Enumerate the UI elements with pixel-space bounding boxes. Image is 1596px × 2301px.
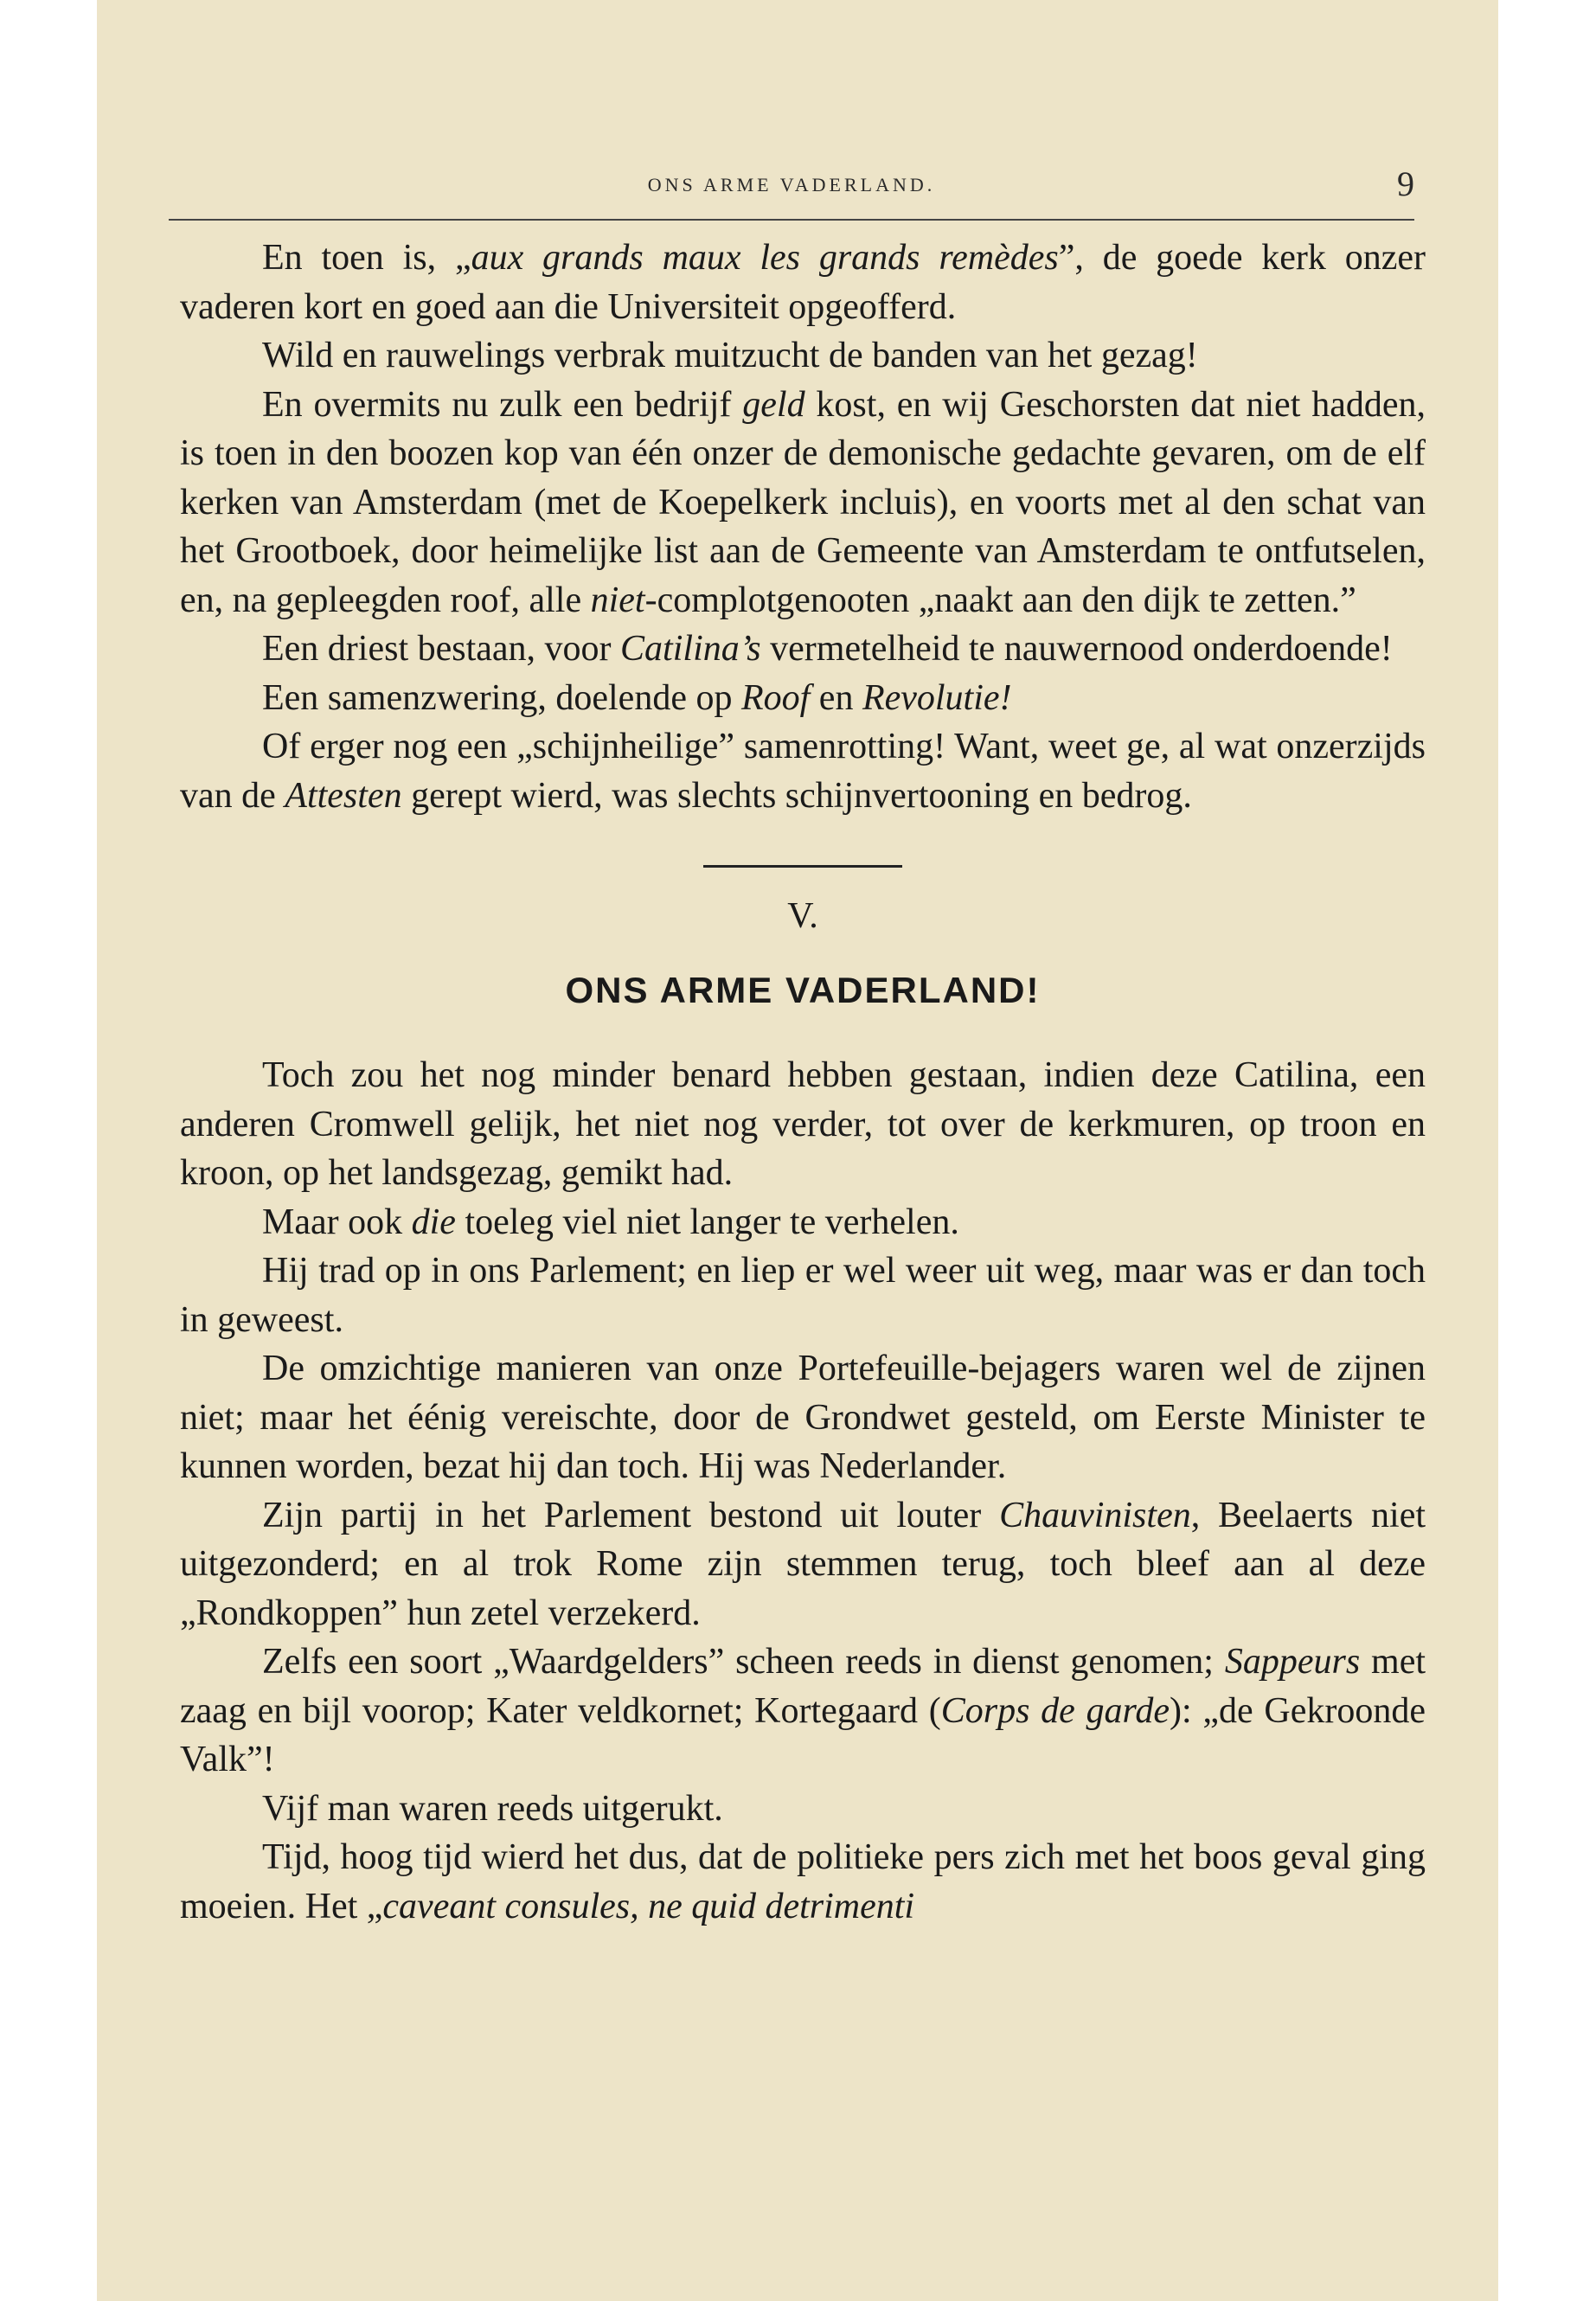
paragraph: Hij trad op in ons Parlement; en liep er wel weer uit weg, maar was er dan toch in geweest. xyxy=(180,1251,1426,1340)
paragraph: Maar ook die toeleg viel niet langer te verhelen. xyxy=(262,1202,959,1242)
paragraph: Vijf man waren reeds uitgerukt. xyxy=(262,1788,723,1829)
paragraph: De omzichtige manieren van onze Portefeuille-bejagers waren wel de zijnen niet; maar het éénig vereischte, door de Grondwet gesteld, om Eerste Minister te kunnen worden, bezat hij dan toch. Hij was Nederlander. xyxy=(180,1349,1426,1486)
running-title: ONS ARME VADERLAND. xyxy=(647,174,936,195)
paragraph: Toch zou het nog minder benard hebben gestaan, indien deze Catilina, een anderen Cromwell gelijk, het niet nog verder, tot over de kerkmuren, op troon en kroon, op het landsgezag, gemikt had. xyxy=(180,1055,1426,1193)
page-body xyxy=(180,234,1426,1931)
paragraph: Een samenzwering, doelende op Roof en Revolutie! xyxy=(262,677,1012,718)
section-number: V. xyxy=(787,896,818,936)
page-header xyxy=(169,164,1414,212)
paragraph: Tijd, hoog tijd wierd het dus, dat de politieke pers zich met het boos geval ging moeien. Het „caveant consules, ne quid detrimenti xyxy=(180,1837,1426,1926)
header-rule xyxy=(169,219,1414,221)
paragraph: Zelfs een soort „Waardgelders” scheen reeds in dienst genomen; Sappeurs met zaag en bijl voorop; Kater veldkornet; Kortegaard (Corps de garde): „de Gekroonde Valk”! xyxy=(180,1642,1426,1779)
page-number: 9 xyxy=(1397,164,1414,203)
paragraph: En toen is, „aux grands maux les grands remèdes”, de goede kerk onzer vaderen kort en goed aan die Universiteit opgeofferd. xyxy=(180,238,1426,327)
paragraph: Wild en rauwelings verbrak muitzucht de banden van het gezag! xyxy=(262,336,1198,375)
section-separator-rule xyxy=(703,865,902,868)
paragraph: Of erger nog een „schijnheilige” samenrotting! Want, weet ge, al wat onzerzijds van de Attesten gerept wierd, was slechts schijnvertooning en bedrog. xyxy=(180,727,1426,816)
paragraph: Een driest bestaan, voor Catilina’s vermetelheid te nauwernood onderdoende! xyxy=(262,629,1393,669)
section-title: ONS ARME VADERLAND! xyxy=(565,970,1041,1010)
paragraph: Zijn partij in het Parlement bestond uit louter Chauvinisten, Beelaerts niet uitgezonderd; en al trok Rome zijn stemmen terug, toch bleef aan al deze „Rondkoppen” hun zetel verzekerd. xyxy=(180,1495,1426,1633)
paragraph: En overmits nu zulk een bedrijf geld kost, en wij Geschorsten dat niet hadden, is toen in den boozen kop van één onzer de demonische gedachte gevaren, om de elf kerken van Amsterdam (met de Koepelkerk incluis), en voorts met al den schat van het Grootboek, door heimelijke list aan de Gemeente van Amsterdam te ontfutselen, en, na gepleegden roof, alle niet-complotgenooten „naakt aan den dijk te zetten.” xyxy=(180,384,1426,620)
